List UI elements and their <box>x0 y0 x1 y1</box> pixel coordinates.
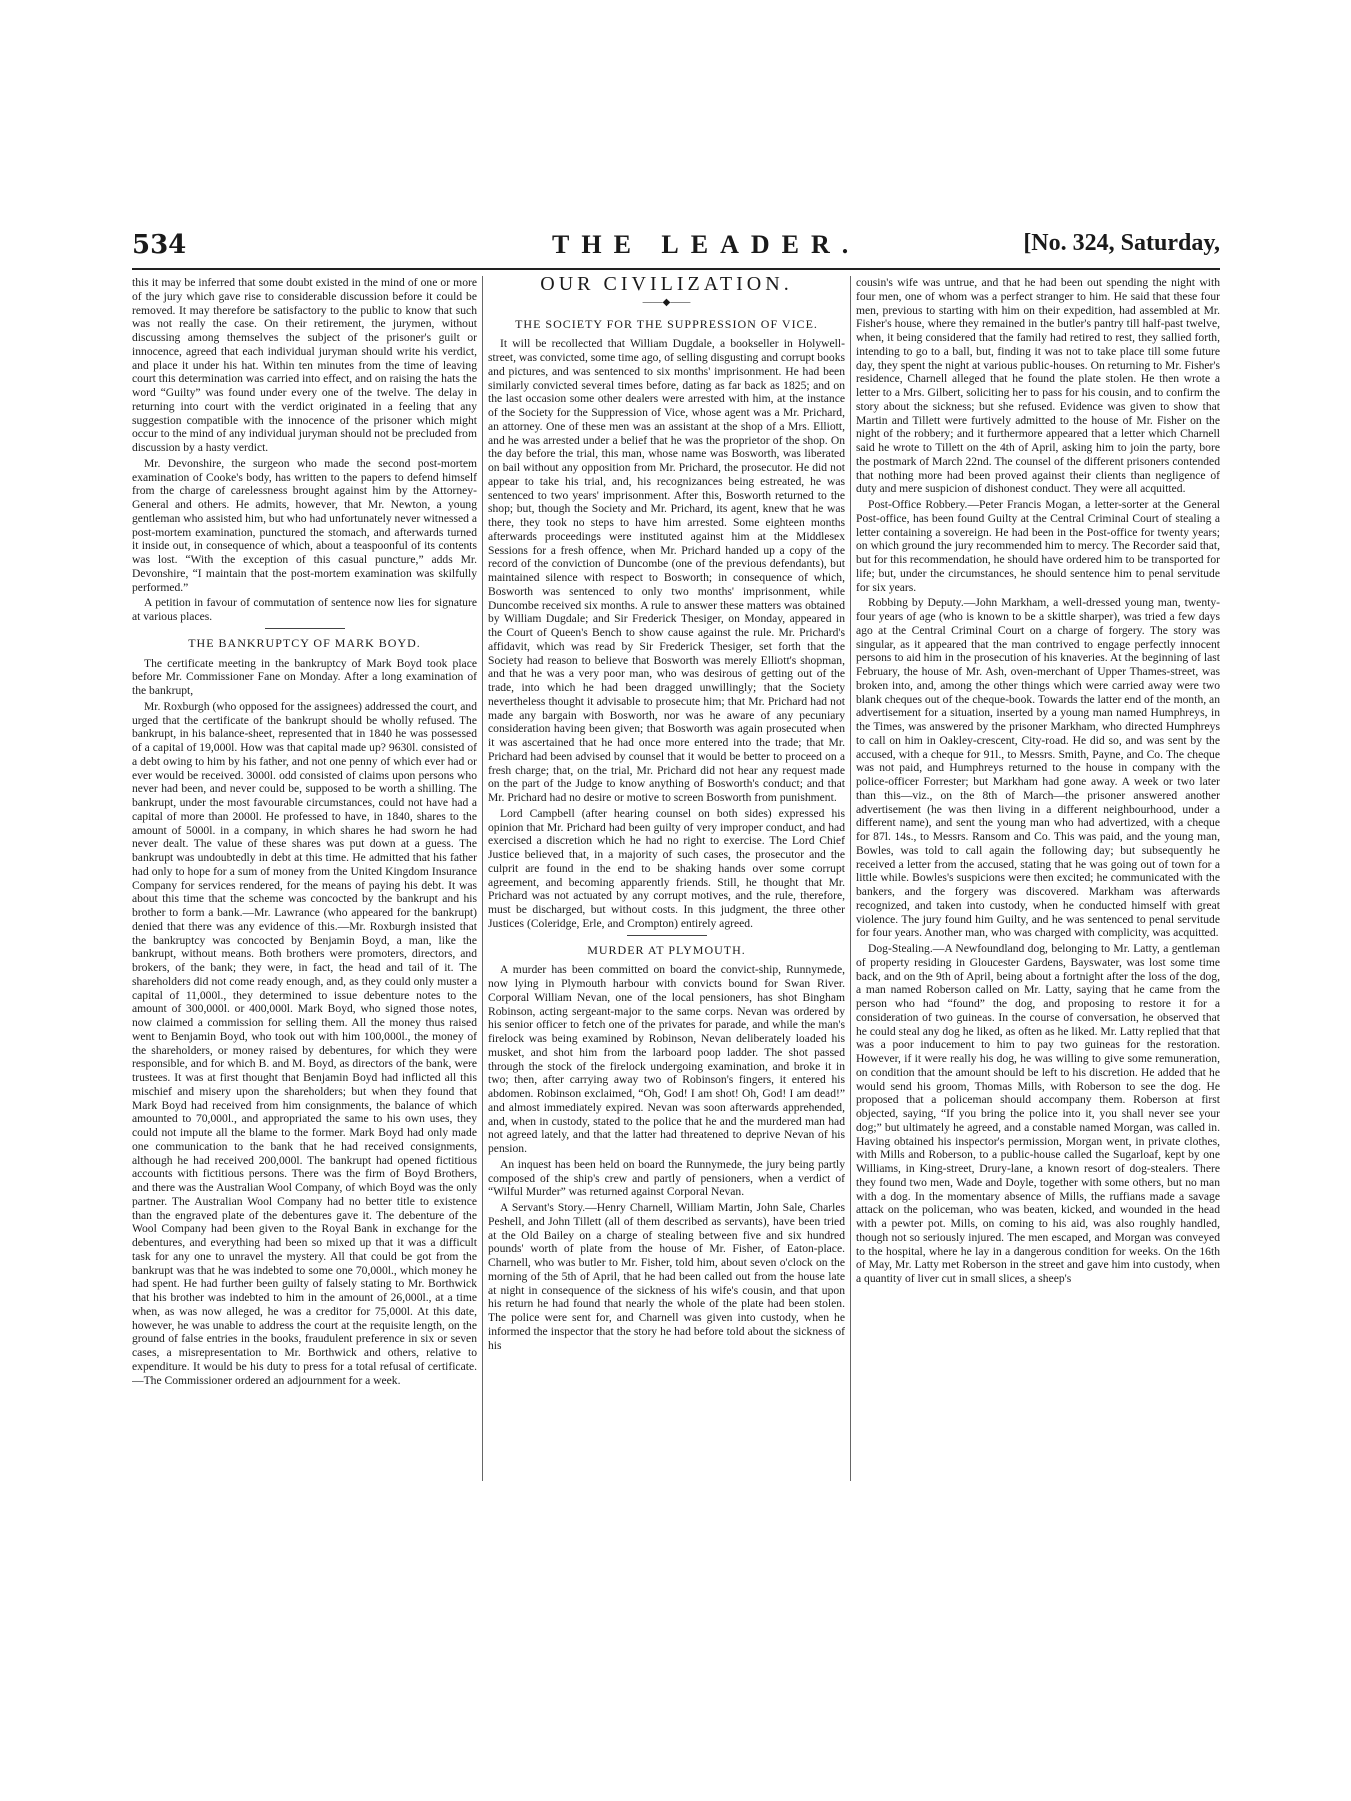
column-left <box>132 276 477 1476</box>
column-middle <box>488 276 845 1486</box>
article-paragraph: Mr. Devonshire, the surgeon who made the second post-mortem examination of Cooke's body, has written to the papers to defend himself from the charge of carelessness brought against him by the Attorney-General and others. He admits, however, that Mr. Newton, a young gentleman who assisted him, but who had unfortunately never witnessed a post-mortem examination, punctured the stomach, and afterwards turned it inside out, in consequence of which, about a teaspoonful of its contents was lost. “With the exception of this casual puncture,” adds Mr. Devonshire, “I maintain that the post-mortem examination was skilfully performed.” <box>132 456 477 594</box>
page-number: 534 <box>132 230 187 260</box>
column-divider <box>482 276 483 1481</box>
article-paragraph: It will be recollected that William Dugdale, a bookseller in Holywell-street, was convicted, some time ago, of selling disgusting and corrupt books and pictures, and was sentenced to six months' imprisonment. He had been similarly convicted several times before, dating as far back as 1825; and on the last occasion some other dealers were arrested with him, at the instance of the Society for the Suppression of Vice, whose agent was a Mr. Prichard, an attorney. One of these men was an assistant at the shop of a Mrs. Elliott, and he was arrested under a belief that he was the proprietor of the shop. On the day before the trial, this man, whose name was Bosworth, was liberated on bail without any opposition from Mr. Prichard, the prosecutor. He did not appear to take his trial, and, his recognizances being estreated, he was sentenced to two years' imprisonment. After this, Bosworth returned to the shop; but, though the Society and Mr. Prichard, its agent, knew that he was there, they took no steps to have him arrested. Some eighteen months afterwards proceedings were instituted against him at the Middlesex Sessions for a fresh offence, when Mr. Prichard handed up a copy of the record of the conviction of Duncombe (one of the previous defendants), but maintained silence with respect to Bosworth; in consequence of which, Bosworth was sentenced to only two months' imprisonment, while Duncombe received six months. A rule to answer these matters was obtained by William Dugdale; and Sir Frederick Thesiger, on Monday, appeared in the Court of Queen's Bench to show cause against the rule. Mr. Prichard's affidavit, which was read by Sir Frederick Thesiger, set forth that the Society had reason to believe that Bosworth was merely Elliott's shopman, and that he was a very poor man, who was desirous of getting out of the trade, into which he had been dragged unwillingly; that the Society nevertheless thought it advisable to prosecute him; that Mr. Prichard had not made any bargain with Bosworth, nor was he aware of any pecuniary consideration having been given; that Bosworth was again prosecuted when it was ascertained that he had once more entered into the trade; that Mr. Prichard had been advised by counsel that it would be better to proceed on a fresh charge; that, on the trial, Mr. Prichard did not hear any request made on the part of the Judge to know anything of Bosworth's conduct; and that Mr. Prichard had no desire or motive to screen Bosworth from punishment. <box>488 337 845 804</box>
masthead <box>132 230 1220 264</box>
column-divider <box>850 276 851 1481</box>
article-paragraph: A murder has been committed on board the convict-ship, Runnymede, now lying in Plymouth harbour with convicts bound for Swan River. Corporal William Nevan, one of the local pensioners, has shot Bingham Robinson, acting sergeant-major to the same corps. Nevan was ordered by his senior officer to fetch one of the privates for parade, and while the man's firelock was being examined by Robinson, Nevan deliberately loaded his musket, and shot him from the larboard poop ladder. The shot passed through the stock of the firelock undergoing examination, and broke it in two; then, after carrying away two of Robinson's fingers, it entered his abdomen. Robinson exclaimed, “Oh, God! I am shot! Oh, God! I am dead!” and almost immediately expired. Nevan was soon afterwards apprehended, and, when in custody, stated to the police that he and the murdered man had not agreed lately, and that the latter had threatened to deprive Nevan of his pension. <box>488 963 845 1155</box>
section-divider <box>627 935 707 936</box>
section-title: OUR CIVILIZATION. <box>540 276 793 295</box>
article-paragraph: The certificate meeting in the bankruptcy of Mark Boyd took place before Mr. Commissioner Fane on Monday. After a long examination of the bankrupt, <box>132 656 477 697</box>
article-heading: THE BANKRUPTCY OF MARK BOYD. <box>188 635 421 650</box>
column-right <box>856 276 1220 1456</box>
article-paragraph: Dog-Stealing.—A Newfoundland dog, belonging to Mr. Latty, a gentleman of property residing in Gloucester Gardens, Bayswater, was lost some time back, and on the 9th of April, being about a fortnight after the loss of the dog, a man named Roberson called on Mr. Latty, saying that he came from the person who had “found” the dog, and proposing to restore it for a consideration of two guineas. In the course of conversation, he observed that he could steal any dog he liked, as often as he liked. Mr. Latty replied that that was a poor inducement to him to pay two guineas for the restoration. However, if it were really his dog, he was willing to give some remuneration, on condition that the amount should be left to his discretion. He added that he would send his groom, Thomas Mills, with Roberson to see the dog. He proposed that a policeman should accompany them. Roberson at first objected, saying, “If you bring the police into it, you shall never see your dog;” but ultimately he agreed, and a constable named Morgan, was called in. Having obtained his inspector's permission, Morgan went, in private clothes, with Mills and Roberson, to a public-house called the Sugarloaf, kept by one Williams, in King-street, Drury-lane, a known resort of dog-stealers. There they found two men, Wade and Doyle, together with some others, but no man with a dog. In the momentary absence of Mills, the ruffians made a savage attack on the policeman, who was beaten, kicked, and wounded in the head with a pewter pot. Mills, on coming to his aid, was also roughly handled, though not so seriously injured. The men escaped, and Morgan was conveyed to the hospital, where he lay in a dangerous condition for weeks. On the 16th of May, Mr. Latty met Roberson in the street and gave him into custody, when a quantity of liver cut in small slices, a sheep's <box>856 942 1220 1285</box>
article-heading: MURDER AT PLYMOUTH. <box>587 942 746 957</box>
article-paragraph: Robbing by Deputy.—John Markham, a well-dressed young man, twenty-four years of age (who is known to be a skittle sharper), was tried a few days ago at the Central Criminal Court on a charge of forgery. The story was singular, as it appeared that the man contrived to engage perfectly innocent persons to aid him in the prosecution of his knaveries. At the beginning of last February, the house of Mr. Ash, oven-merchant of Upper Thames-street, was broken into, and, among the other things which were carried away were two blank cheques out of the cheque-book. Towards the latter end of the month, an advertisement for a situation, inserted by a young man named Humphreys, in the Times, was answered by the prisoner Markham, who directed Humphreys to call on him in Oakley-crescent, City-road. He did so, and was sent by the accused, with a cheque for 91l., to Messrs. Smith, Payne, and Co. The cheque was not paid, and Humphreys returned to the house in company with the police-officer Forrester; but Markham had gone away. A week or two later than this—viz., on the 8th of March—the prisoner answered another advertisement (he was then living in a different neighbourhood, under a different name), and sent the young man who had advertized, with a cheque for 87l. 14s., to Messrs. Ransom and Co. This was paid, and the young man, Bowles, was told to call again the following day; but subsequently he received a letter from the accused, stating that he was going out of town for a little while. Bowles's suspicions were then excited; he communicated with the bankers, and the forgery was discovered. Markham was afterwards recognized, and taken into custody, when he conducted himself with great violence. The jury found him Guilty, and he was sentenced to penal servitude for four years. Another man, who was charged with complicity, was acquitted. <box>856 596 1220 940</box>
article-paragraph: Post-Office Robbery.—Peter Francis Mogan, a letter-sorter at the General Post-office, has been found Guilty at the Central Criminal Court of stealing a letter containing a sovereign. He had been in the Post-office for twenty years; on which ground the jury recommended him to mercy. The Recorder said that, but for this recommendation, he should have ordered him to be transported for life; but, under the circumstances, he should sentence him to penal servitude for six years. <box>856 498 1220 594</box>
issue-number: [No. 324, Saturday, <box>1023 230 1220 256</box>
ornament-rule: ——◆—— <box>642 296 691 308</box>
article-paragraph: An inquest has been held on board the Runnymede, the jury being partly composed of the ship's crew and partly of pensioners, when a verdict of “Wilful Murder” was returned against Corporal Nevan. <box>488 1157 845 1199</box>
article-paragraph: Lord Campbell (after hearing counsel on both sides) expressed his opinion that Mr. Prichard had been guilty of very improper conduct, and had exercised a discretion which he had no right to exercise. The Lord Chief Justice believed that, in a majority of such cases, the prosecutor and the culprit are found in the end to be shaking hands over some corrupt agreement, and becoming apparently friends. Still, he thought that Mr. Prichard was not actuated by any corrupt motives, and the rule, therefore, must be discharged, but without costs. In this judgment, the three other Justices (Coleridge, Erle, and Crompton) entirely agreed. <box>488 806 845 930</box>
paper-title: THE LEADER. <box>552 230 861 259</box>
article-paragraph: this it may be inferred that some doubt existed in the mind of one or more of the jury which gave rise to considerable discussion before it could be removed. It may therefore be satisfactory to the public to know that such was not really the case. On their retirement, the jurymen, without discussing among themselves the subject of the prisoner's guilt or innocence, agreed that each individual juryman should write his verdict, and place it under his hat. Within ten minutes from the time of leaving court this determination was carried into effect, and on raising the hats the word “Guilty” was found under every one of the twelve. The delay in returning into court with the verdict originated in a feeling that any suggestion compatible with the innocence of the prisoner which might occur to the mind of any individual juryman should not be precluded from discussion by a hasty verdict. <box>132 276 477 454</box>
article-heading: THE SOCIETY FOR THE SUPPRESSION OF VICE. <box>515 316 818 331</box>
masthead-rule <box>132 268 1220 270</box>
article-paragraph: cousin's wife was untrue, and that he had been out spending the night with four men, one of whom was a perfect stranger to him. He said that these four men, previous to starting with him on their expedition, had assembled at Mr. Fisher's house, where they remained in the butler's pantry till half-past twelve, when, it being considered that the family had retired to rest, they sallied forth, intending to go to a ball, but, finding it was not to take place till some future day, they spent the night at various public-houses. On returning to Mr. Fisher's residence, Charnell alleged that he found the plate stolen. He then wrote a letter to a Mrs. Gilbert, soliciting her to pass for his cousin, and to confirm the story about the sickness; but she refused. Evidence was given to show that Martin and Tillett were furtively admitted to the house of Mr. Fisher on the night of the robbery; and it furthermore appeared that a letter which Charnell said he wrote to Tillett on the 4th of April, asking him to join the party, bore the postmark of March 22nd. The counsel of the different prisoners contended that nothing more had been proved against their clients than negligence of duty and mere suspicion of dishonest conduct. They were all acquitted. <box>856 276 1220 496</box>
article-paragraph: A Servant's Story.—Henry Charnell, William Martin, John Sale, Charles Peshell, and John Tillett (all of them described as servants), have been tried at the Old Bailey on a charge of stealing between five and six hundred pounds' worth of plate from the house of Mr. Fisher, of Eaton-place. Charnell, who was butler to Mr. Fisher, told him, about seven o'clock on the morning of the 5th of April, that he had been called out from the house late at night in consequence of the sickness of his wife's cousin, and that upon his return he had found that nearly the whole of the plate had been stolen. The police were sent for, and Charnell was given into custody, when he informed the inspector that the story he had before told about the sickness of his <box>488 1201 845 1352</box>
article-paragraph: Mr. Roxburgh (who opposed for the assignees) addressed the court, and urged that the certificate of the bankrupt should be wholly refused. The bankrupt, in his balance-sheet, represented that in 1840 he was possessed of a capital of 19,000l. How was that capital made up? 9630l. consisted of a debt owing to him by his father, and not one penny of which ever had or ever would be received. 3000l. odd consisted of claims upon persons who never had been, and never could be, supposed to be worth a shilling. The bankrupt, under the most favourable circumstances, could not have had a capital of more than 2000l. He professed to have, in 1840, shares to the amount of 5000l. in a company, in which shares he had sworn he had never dealt. The value of these shares was put down at a guess. The bankrupt was undoubtedly in debt at this time. He admitted that his father had only to hope for a sum of money from the United Kingdom Insurance Company for services rendered, for the means of paying his debt. It was about this time that the scheme was concocted by the bankrupt and his brother to form a bank.—Mr. Lawrance (who appeared for the bankrupt) denied that there was any evidence of this.—Mr. Roxburgh insisted that the bankruptcy was concocted by Benjamin Boyd, a man, like the bankrupt, without means. Both brothers were promoters, directors, and brokers, of the bank; they were, in fact, the head and tail of it. The shareholders did not come ready enough, and, as they could only muster a capital of 11,000l., they determined to issue debenture notes to the amount of 300,000l. or 400,000l. Mark Boyd, who signed those notes, now claimed a commission for selling them. All the money thus raised went to Benjamin Boyd, who took out with him 100,000l., the money of the shareholders, or money raised by debentures, for which they were responsible, and for which B. and M. Boyd, as directors of the bank, were trustees. It was at first thought that Benjamin Boyd had inflicted all this mischief and misery upon the shareholders; but when they found that Mark Boyd had received from him consignments, the balance of which amounted to 70,000l., and appropriated the same to his own uses, they could not impute all the blame to the former. Mark Boyd had only made one communication to the bank that he had received consignments, although he had received 200,000l. The bankrupt had opened fictitious accounts with fictitious persons. There was the firm of Boyd Brothers, and there was the Australian Wool Company, of which Boyd was the only partner. The Australian Wool Company had no better title to existence than the engraved plate of the debentures gave it. The debenture of the Wool Company had been given to the Royal Bank in exchange for the debentures, and everything had been so mixed up that it was a difficult task for any one to unravel the mystery. All that could be got from the bankrupt was that he was indebted to some one 70,000l., which money he had spent. He had further been guilty of falsely stating to Mr. Borthwick that his brother was indebted to him in the amount of 26,000l., at a time when, as was now alleged, he was a creditor for 75,000l. At this date, however, he was unable to address the court at the requisite length, on the ground of false entries in the books, fraudulent preference in six or seven cases, a misrepresentation to Mr. Borthwick and others, relative to expenditure. It would be his duty to press for a total refusal of certificate.—The Commissioner ordered an adjournment for a week. <box>132 699 477 1387</box>
article-paragraph: A petition in favour of commutation of sentence now lies for signature at various places. <box>132 596 477 623</box>
section-divider <box>265 628 345 629</box>
